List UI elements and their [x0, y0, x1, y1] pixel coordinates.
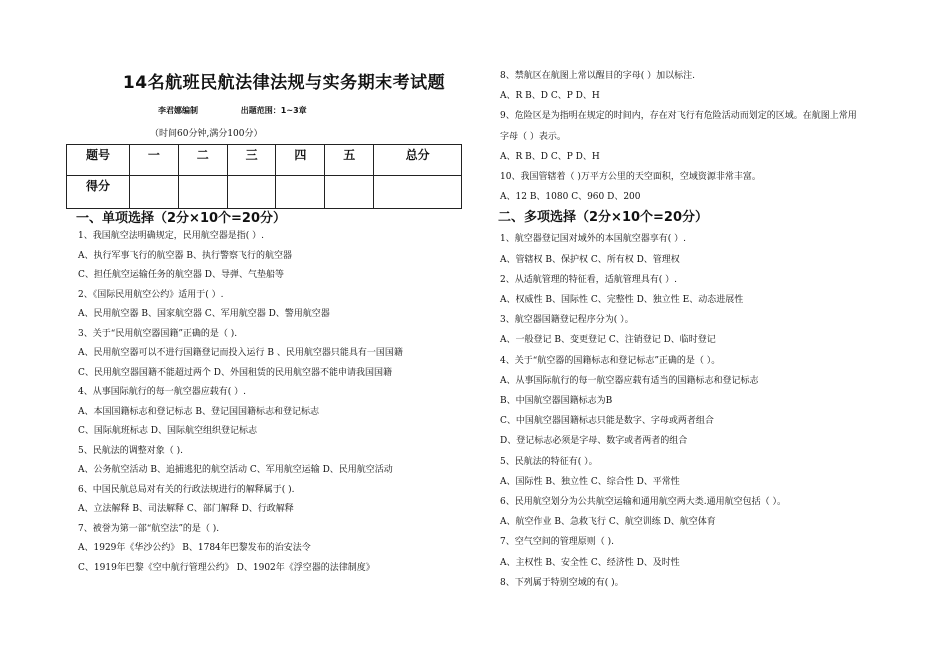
score-cell: 三 — [227, 145, 276, 176]
score-cell: 二 — [178, 145, 227, 176]
score-input-cell[interactable] — [276, 176, 325, 209]
option-line: C、民用航空器国籍不能超过两个 D、外国租赁的民用航空器不能申请我国国籍 — [78, 367, 392, 378]
single-choice-questions — [78, 227, 470, 578]
time-note: （时间60分钟,满分100分） — [150, 129, 263, 139]
question-line: 5、民航法的特征有( ）。 — [500, 456, 598, 467]
question-line: 1、我国航空法明确规定，民用航空器是指( ）. — [78, 231, 264, 241]
question-line: 2、《国际民用航空公约》适用于( ）. — [78, 289, 224, 300]
option-line: A、执行军事飞行的航空器 B、执行警察飞行的航空器 — [78, 250, 292, 261]
option-line: C、担任航空运输任务的航空器 D、导弹、气垫船等 — [78, 270, 284, 280]
section-heading-single-choice: 一、单项选择（2分×10个=20分） — [76, 211, 287, 226]
score-cell: 总分 — [374, 145, 462, 176]
question-line: 6、中国民航总局对有关的行政法规进行的解释属于( ). — [78, 484, 295, 495]
question-line: 2、从适航管理的特征看，适航管理具有( ）. — [500, 274, 677, 285]
question-line: 4、关于“航空器的国籍标志和登记标志”正确的是（ ）。 — [500, 355, 721, 366]
right-column — [500, 66, 920, 593]
score-cell: 五 — [325, 145, 374, 176]
option-line: A、航空作业 B、急救飞行 C、航空训练 D、航空体育 — [500, 517, 716, 528]
option-line: A、民用航空器 B、国家航空器 C、军用航空器 D、警用航空器 — [78, 309, 330, 319]
option-line: D、登记标志必须是字母、数字或者两者的组合 — [500, 436, 688, 447]
option-line: A、公务航空活动 B、追捕逃犯的航空活动 C、军用航空运输 D、民用航空活动 — [78, 465, 393, 475]
question-line: 10、我国管辖着（ )万平方公里的天空面积，空域资源非常丰富。 — [500, 172, 761, 183]
question-line: 1、航空器登记国对域外的本国航空器享有( ）. — [500, 234, 686, 245]
option-line: A、从事国际航行的每一航空器应载有适当的国籍标志和登记标志 — [500, 375, 759, 386]
score-row-label: 得分 — [67, 176, 130, 209]
author-label: 李君娜编制 — [158, 106, 198, 115]
score-table — [66, 144, 462, 209]
score-input-cell[interactable] — [227, 176, 276, 209]
scope-label: 出题范围：1~3章 — [240, 106, 307, 115]
question-line: 8、下列属于特别空域的有( )。 — [500, 577, 624, 588]
option-line: C、国际航班标志 D、国际航空组织登记标志 — [78, 426, 257, 436]
score-input-cell[interactable] — [178, 176, 227, 209]
question-line: 6、民用航空划分为公共航空运输和通用航空两大类.通用航空包括（ ）。 — [500, 497, 786, 508]
option-line: A、权威性 B、国际性 C、完整性 D、独立性 E、动态进展性 — [500, 295, 744, 306]
option-line: A、管辖权 B、保护权 C、所有权 D、管理权 — [500, 254, 680, 265]
question-line: 3、关于“民用航空器国籍”正确的是（ ). — [78, 328, 238, 339]
option-line: A、本国国籍标志和登记标志 B、登记国国籍标志和登记标志 — [78, 406, 319, 417]
option-line: A、12 B、1080 C、960 D、200 — [500, 192, 641, 203]
question-line: 7、被誉为第一部“航空法”的是（ ). — [78, 523, 220, 534]
option-line: A、主权性 B、安全性 C、经济性 D、及时性 — [500, 557, 680, 568]
section-heading-multiple-choice: 二、多项选择（2分×10个=20分） — [498, 210, 709, 226]
exam-meta — [78, 105, 470, 116]
exam-title: 14名航班民航法律法规与实务期末考试题 — [122, 73, 446, 93]
option-line: C、中国航空器国籍标志只能是数字、字母或两者组合 — [500, 416, 714, 427]
option-line: C、1919年巴黎《空中航行管理公约》 D、1902年《浮空器的法律制度》 — [78, 562, 375, 573]
score-input-cell[interactable] — [130, 176, 179, 209]
multiple-choice-questions — [500, 229, 920, 593]
option-line: A、立法解释 B、司法解释 C、部门解释 D、行政解释 — [78, 504, 294, 514]
question-line: 4、从事国际航行的每一航空器应载有( ）. — [78, 387, 246, 397]
question-line: 3、航空器国籍登记程序分为( ）。 — [500, 315, 634, 326]
option-line: A、一般登记 B、变更登记 C、注销登记 D、临时登记 — [500, 335, 716, 346]
question-line: 字母（ ）表示。 — [500, 131, 566, 142]
option-line: A、国际性 B、独立性 C、综合性 D、平常性 — [500, 476, 680, 487]
score-input-cell[interactable] — [325, 176, 374, 209]
score-cell: 题号 — [67, 145, 130, 176]
option-line: B、中国航空器国籍标志为B — [500, 396, 613, 407]
left-column — [78, 68, 470, 578]
score-table-header-row — [67, 145, 462, 176]
question-line: 5、民航法的调整对象（ ). — [78, 445, 183, 456]
question-line: 7、空气空间的管理原则（ ). — [500, 537, 614, 548]
option-line: A、R B、D C、P D、H — [500, 151, 600, 162]
score-table-score-row — [67, 176, 462, 209]
single-choice-questions-continued — [500, 66, 920, 207]
option-line: A、R B、D C、P D、H — [500, 91, 600, 102]
question-line: 8、禁航区在航图上常以醒目的字母( ）加以标注. — [500, 71, 695, 81]
score-input-cell[interactable] — [374, 176, 462, 209]
question-line: 9、危险区是为指明在规定的时间内，存在对飞行有危险活动而划定的区域。在航图上常用 — [500, 111, 857, 122]
score-cell: 四 — [276, 145, 325, 176]
score-cell: 一 — [130, 145, 179, 176]
option-line: A、民用航空器可以不进行国籍登记而投入运行 B 、民用航空器只能具有一国国籍 — [78, 348, 403, 358]
option-line: A、1929年《华沙公约》 B、1784年巴黎发布的治安法令 — [78, 543, 311, 553]
